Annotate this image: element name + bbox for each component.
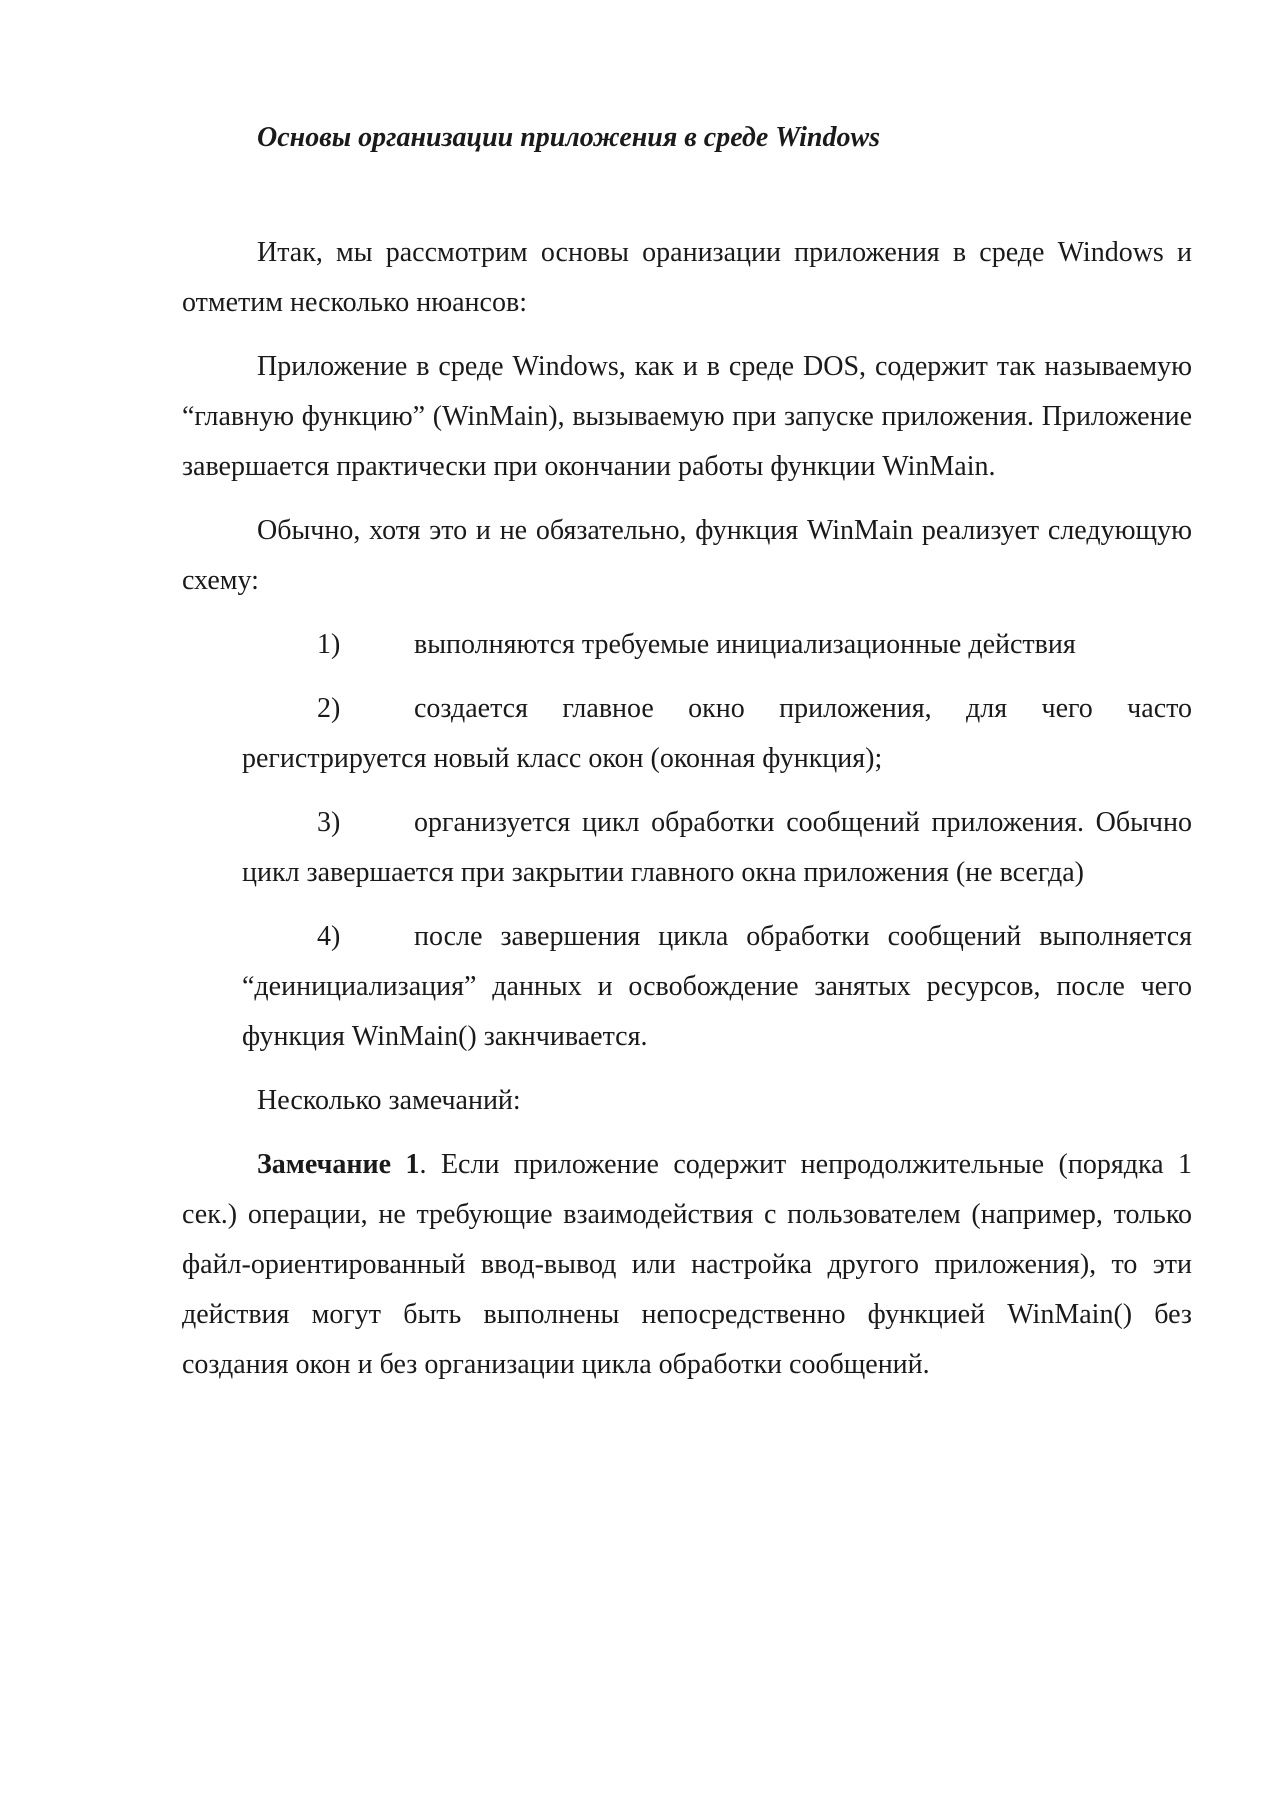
list-item-number: 1): [317, 629, 341, 660]
list-item: [242, 620, 1192, 670]
list-item: [242, 684, 1192, 784]
list-item-number: 2): [317, 693, 341, 724]
list-item-text: после завершения цикла обработки сообщений выполняется “деинициализация” данных и освобождение занятых ресурсов, после чего функция WinMain() закнчивается.: [242, 921, 1192, 1052]
remark-1-text: . Если приложение содержит непродолжительные (порядка 1 сек.) операции, не требующие взаимодействия с пользователем (например, только файл-ориентированный ввод-вывод или настройка другого приложения), то эти действия могут быть выполнены непосредственно функцией WinMain() без создания окон и без организации цикла обработки сообщений.: [182, 1149, 1192, 1380]
list-item-text: выполняются требуемые инициализационные действия: [414, 629, 1076, 660]
document-body: [182, 228, 1192, 1404]
remark-1-paragraph: [182, 1140, 1192, 1390]
list-item-text: организуется цикл обработки сообщений приложения. Обычно цикл завершается при закрытии главного окна приложения (не всегда): [242, 807, 1192, 888]
list-item-number: 4): [317, 921, 341, 952]
page-title: Основы организации приложения в среде Windows: [257, 122, 881, 153]
winmain-paragraph: Приложение в среде Windows, как и в среде DOS, содержит так называемую “главную функцию” (WinMain), вызываемую при запуске приложения. Приложение завершается практически при окончании работы функции WinMain.: [182, 351, 1192, 482]
list-item-text: создается главное окно приложения, для чего часто регистрируется новый класс окон (оконная функция);: [242, 693, 1192, 774]
scheme-paragraph: Обычно, хотя это и не обязательно, функция WinMain реализует следующую схему:: [182, 515, 1192, 596]
list-item: [242, 798, 1192, 898]
list-item-number: 3): [317, 807, 341, 838]
list-item: [242, 912, 1192, 1062]
intro-paragraph: Итак, мы рассмотрим основы оранизации приложения в среде Windows и отметим несколько нюансов:: [182, 237, 1192, 318]
remark-1-label: Замечание 1: [257, 1149, 420, 1180]
remarks-heading: Несколько замечаний:: [257, 1085, 521, 1116]
